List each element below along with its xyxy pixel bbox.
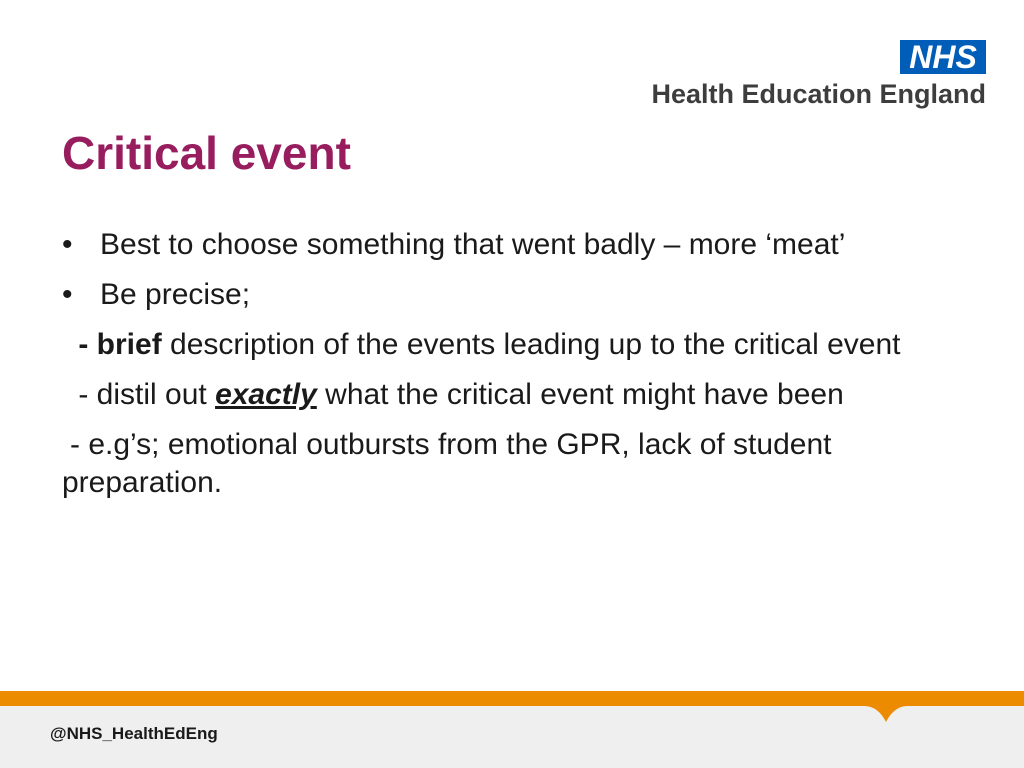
detail-text: description of the events leading up to the critical event [161, 328, 901, 361]
detail-line-brief [62, 326, 962, 364]
footer-notch [864, 704, 908, 724]
detail-prefix: - [70, 328, 97, 361]
hee-org-name: Health Education England [651, 79, 986, 109]
bullet-item [62, 226, 962, 264]
slide-body [62, 226, 962, 514]
detail-text: what the critical event might have been [316, 378, 844, 411]
detail-text: - e.g’s; emotional outbursts from the GPR, lack of student preparation. [62, 428, 832, 499]
nhs-badge: NHS [900, 40, 986, 74]
detail-line-exactly [62, 376, 962, 414]
nhs-hee-logo [636, 40, 988, 112]
brief-emphasis: brief [96, 328, 162, 361]
bullet-marker: • [62, 278, 73, 311]
bullet-text: Be precise; [100, 278, 251, 311]
bullet-item [62, 276, 962, 314]
exactly-emphasis: exactly [215, 378, 317, 411]
twitter-handle[interactable]: @NHS_HealthEdEng [50, 724, 218, 743]
detail-prefix: - distil out [70, 378, 216, 411]
bullet-marker: • [62, 228, 73, 261]
slide-title: Critical event [62, 127, 351, 179]
detail-line-examples [62, 426, 962, 502]
bullet-text: Best to choose something that went badly – more ‘meat’ [100, 228, 846, 261]
